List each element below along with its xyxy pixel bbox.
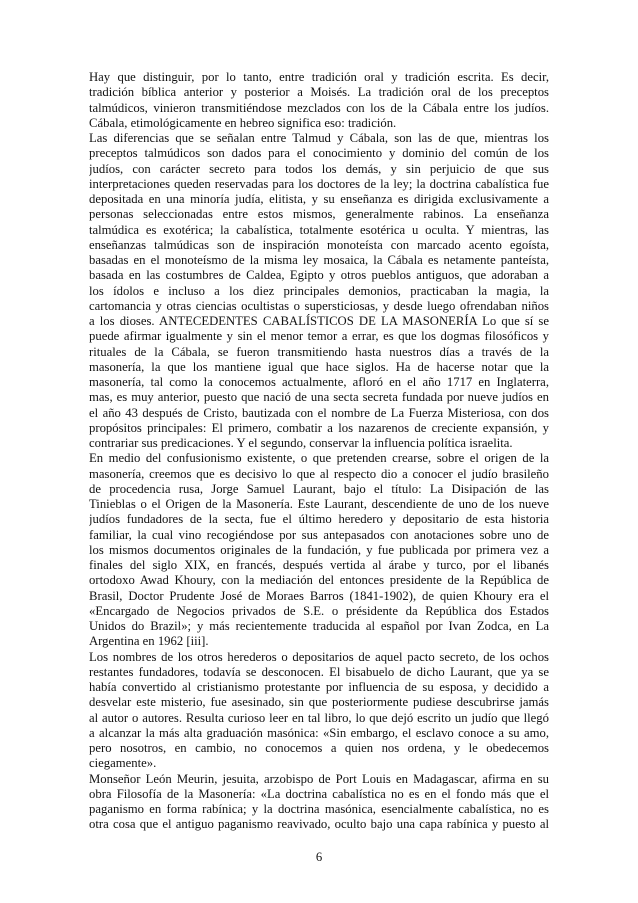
text-line: familiar, la cual vino recogiéndose por sus antepasados con anotaciones sobre uno de [89,527,549,542]
text-line: masonería, creemos que es decisivo lo que al respecto dio a conocer el judío brasileño [89,466,549,481]
text-line: obra Filosofía de la Masonería: «La doctrina cabalística no es en el fondo más que el [89,786,549,801]
text-line: Brasil, Doctor Prudente José de Moraes Barros (1841-1902), de quien Khoury era el [89,588,549,603]
text-line: masonería, tal como la conocemos actualmente, afloró en el año 1717 en Inglaterra, [89,375,549,389]
text-line: cartomancia y otras ciencias ocultistas o supersticiosas, y desde luego ofrendaban niños [89,298,549,313]
text-line: judíos, con carácter secreto para todos los demás, y sin perjuicio de que sus [89,161,549,176]
text-line: pero nosotros, en cambio, no conocemos a quien nos ordena, y le obedecemos [89,741,549,755]
paragraph [89,451,549,649]
text-line: depositada en una minoría judía, elitista, y su enseñanza es dirigida exclusivamente a [89,192,549,206]
text-line: contrariar sus predicaciones. Y el segundo, conservar la influencia política israelita. [89,436,513,450]
paragraph [89,131,549,451]
text-line: Las diferencias que se señalan entre Talmud y Cábala, son las de que, mientras los [89,131,549,145]
text-line: personas seleccionadas entre estos mismos, generalmente rabinos. La enseñanza [89,207,549,222]
text-line: había convertido al cristianismo protestante por influencia de su esposa, y decidido a [89,680,549,694]
text-line: basada en las costumbres de Caldea, Egipto y otros pueblos antiguos, que adoraban a [89,268,549,283]
text-line: basadas en el monoteísmo de la misma ley mosaica, la Cábala es netamente panteísta, [89,253,549,267]
text-line: a alcanzar la más alta graduación masónica: «Sin embargo, el esclavo conoce a su amo, [89,725,549,740]
text-line: talmúdica es exotérica; la cabalística, totalmente esotérica u oculta. Y mientras, las [89,222,549,237]
text-line: el año 43 después de Cristo, bautizada con el nombre de La Fuerza Misteriosa, con dos [89,405,549,420]
text-line: paganismo en forma rabínica; y la doctrina masónica, esencialmente cabalística, no es [89,802,549,816]
text-line: En medio del confusionismo existente, o que pretenden crearse, sobre el origen de la [89,451,549,466]
text-line: Los nombres de los otros herederos o depositarios de aquel pacto secreto, de los ochos [89,649,549,664]
paragraph [89,70,549,131]
text-line: ortodoxo Awad Khoury, con la mediación del entonces presidente de la República de [89,573,549,588]
text-line: los mismos documentos originales de la fundación, y fue publicada por primera vez a [89,542,549,557]
text-line: «Encargado de Negocios privados de S.E. o présidente da República dos Estados [89,603,549,618]
text-line: Monseñor León Meurin, jesuita, arzobispo de Port Louis en Madagascar, afirma en su [89,771,549,786]
text-line: desvelar este misterio, fue asesinado, sin que posteriormente pudiese descubrirse jamás [89,695,549,710]
text-line: ciegamente». [89,756,157,771]
text-line: masonería, la que los mantiene igual que hace siglos. Ha de hacerse notar que la [89,359,549,374]
text-line: judíos fundadores de la secta, fue el último heredero y depositario de esta historia [89,512,549,527]
text-line: Tinieblas o el Origen de la Masonería. Este Laurant, descendiente de uno de los nueve [89,497,549,511]
paragraph [89,650,549,772]
text-line: Argentina en 1962 [iii]. [89,634,209,649]
text-line: enseñanzas talmúdicas son de inspiración monoteísta con marcado acento egoísta, [89,237,549,252]
text-line: preceptos talmúdicos son dados para el conocimiento y dominio del común de los [89,146,549,161]
text-line: otra cosa que el antiguo paganismo reavivado, oculto bajo una capa rabínica y puesto al [89,817,549,832]
text-line: interpretaciones queden reservadas para los doctores de la ley; la doctrina cabalística fue [89,176,549,191]
text-line: tradición bíblica anterior y posterior a Moisés. La tradición oral de los preceptos [89,85,549,100]
text-line: talmúdicos, vinieron transmitiéndose mezclados con los de la Cábala entre los judíos. [89,100,549,115]
text-line: Unidos do Brazil»; y más recientemente traducida al español por Ivan Zodca, en La [89,619,549,633]
text-line: rituales de la Cábala, se fueron transmitiendo hasta nuestros días a través de la [89,344,549,359]
page-number: 6 [315,850,323,864]
text-line: de procedencia rusa, Jorge Samuel Laurant, bajo el título: La Disipación de las [89,481,549,496]
body-text [89,70,549,833]
text-line: propósitos principales: El primero, combatir a los nazarenos de creciente expansión, y [89,420,549,435]
text-line: puede afirmar igualmente y sin el menor temor a errar, es que los dogmas filosóficos y [89,329,549,344]
paragraph [89,772,549,833]
text-line: finales del siglo XIX, en francés, después vertida al árabe y turco, por el libanés [89,558,549,572]
text-line: al autor o autores. Resulta curioso leer en tal libro, lo que dejó escrito un judío que llegó [89,710,549,725]
text-line: mas, es muy anterior, puesto que nació de una secta secreta fundada por nueve judíos en [89,390,549,405]
text-line: a los dioses. ANTECEDENTES CABALÍSTICOS DE LA MASONERÍA Lo que sí se [89,314,549,328]
text-line: los ídolos e incluso a los diez principales demonios, practicaban la magia, la [89,283,549,298]
text-line: Cábala, etimológicamente en hebreo significa eso: tradición. [89,115,397,130]
text-line: Hay que distinguir, por lo tanto, entre tradición oral y tradición escrita. Es decir, [89,70,549,84]
text-line: restantes fundadores, todavía se desconocen. El bisabuelo de dicho Laurant, que ya se [89,664,549,679]
